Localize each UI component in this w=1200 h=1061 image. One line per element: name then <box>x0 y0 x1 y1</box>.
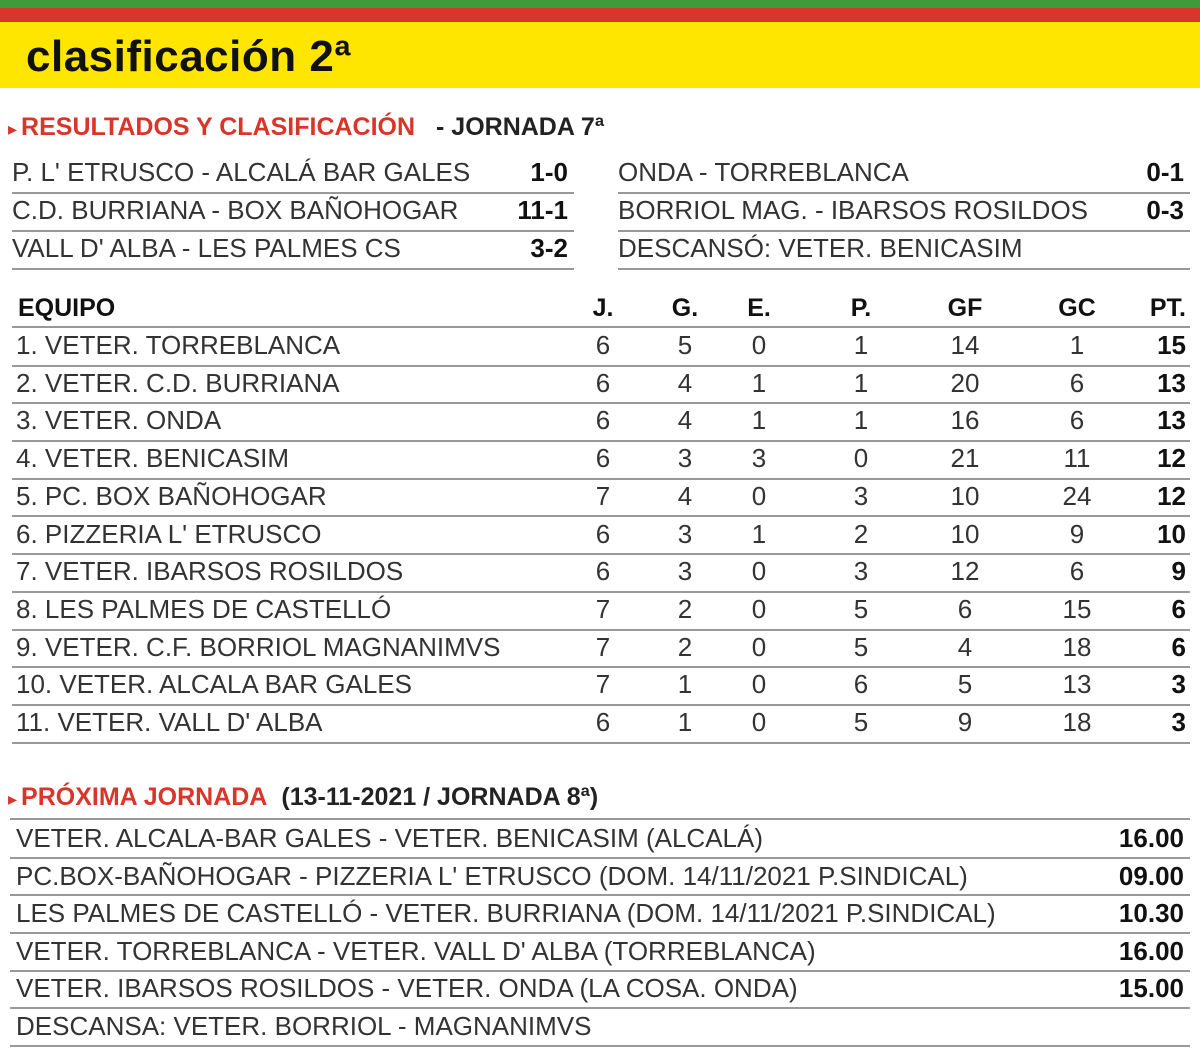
fixture-match: DESCANSA: VETER. BORRIOL - MAGNANIMVS <box>16 1011 592 1041</box>
cell-e: 0 <box>751 707 767 737</box>
cell-gc: 13 <box>1062 669 1092 700</box>
cell-pt: 9 <box>1171 556 1186 587</box>
cell-pt: 15 <box>1157 330 1186 360</box>
cell-g: 4 <box>677 367 693 398</box>
table-row <box>12 553 1190 593</box>
table-row <box>12 516 1190 556</box>
cell-e: 0 <box>751 631 767 662</box>
table-row <box>12 704 1190 744</box>
cell-e: 0 <box>751 480 767 511</box>
cell-pt: 10 <box>1157 518 1186 549</box>
cell-gf: 9 <box>957 707 973 737</box>
fixture-time: 16.00 <box>1118 935 1184 966</box>
cell-p: 1 <box>853 367 869 398</box>
cell-gc: 6 <box>1069 405 1085 436</box>
result-score: 11-1 <box>517 195 568 225</box>
cell-g: 4 <box>677 480 693 511</box>
table-row <box>12 327 1190 367</box>
col-gf-header: GF <box>947 294 983 322</box>
fixture-line <box>10 933 1190 972</box>
result-match: DESCANSÓ: VETER. BENICASIM <box>618 233 1023 263</box>
title-banner <box>0 22 1200 88</box>
cell-pt: 13 <box>1157 367 1186 398</box>
result-line <box>12 192 574 232</box>
cell-j: 7 <box>595 480 611 511</box>
result-line <box>618 154 1190 194</box>
col-p-header: P. <box>850 294 872 322</box>
cell-gf: 20 <box>950 367 980 398</box>
cell-j: 7 <box>595 593 611 624</box>
col-team-header: EQUIPO <box>18 294 116 322</box>
fixture-time: 16.00 <box>1118 823 1184 853</box>
col-gc-header: GC <box>1058 294 1096 322</box>
cell-j: 6 <box>595 330 611 360</box>
fixture-line <box>10 895 1190 934</box>
cell-team: 2. VETER. C.D. BURRIANA <box>16 367 340 398</box>
cell-e: 1 <box>751 518 767 549</box>
cell-pt: 13 <box>1157 405 1186 436</box>
arrow-right-icon: ▸ <box>8 119 18 139</box>
col-g-header: G. <box>671 294 699 322</box>
cell-team: 10. VETER. ALCALA BAR GALES <box>16 669 412 700</box>
cell-pt: 12 <box>1157 480 1186 511</box>
table-row <box>12 402 1190 442</box>
cell-team: 1. VETER. TORREBLANCA <box>16 330 341 360</box>
cell-g: 1 <box>677 707 693 737</box>
fixture-time: 10.30 <box>1118 898 1184 929</box>
cell-p: 5 <box>853 631 869 662</box>
table-row <box>12 591 1190 631</box>
cell-team: 8. LES PALMES DE CASTELLÓ <box>16 593 392 624</box>
cell-e: 3 <box>751 443 767 474</box>
cell-gf: 16 <box>950 405 980 436</box>
top-green-stripe <box>0 0 1200 8</box>
cell-gc: 15 <box>1062 593 1092 624</box>
fixture-line <box>10 970 1190 1009</box>
result-score: 1-0 <box>530 157 568 187</box>
col-pt-header: PT. <box>1149 294 1186 322</box>
cell-j: 6 <box>595 556 611 587</box>
cell-j: 6 <box>595 405 611 436</box>
cell-j: 6 <box>595 443 611 474</box>
cell-gf: 21 <box>950 443 980 474</box>
fixture-time: 15.00 <box>1118 973 1184 1004</box>
cell-gc: 6 <box>1069 367 1085 398</box>
cell-gf: 14 <box>950 330 980 360</box>
fixture-line <box>10 1008 1190 1047</box>
cell-p: 3 <box>853 480 869 511</box>
cell-e: 0 <box>751 556 767 587</box>
table-row <box>12 365 1190 405</box>
result-score: 3-2 <box>530 233 568 263</box>
results-subheading: - JORNADA 7ª <box>436 113 605 141</box>
fixture-match: VETER. TORREBLANCA - VETER. VALL D' ALBA (TORREBLANCA) <box>16 935 816 966</box>
cell-pt: 6 <box>1171 593 1186 624</box>
cell-e: 1 <box>751 367 767 398</box>
cell-g: 4 <box>677 405 693 436</box>
cell-j: 7 <box>595 631 611 662</box>
cell-gc: 6 <box>1069 556 1085 587</box>
next-round-heading <box>8 780 598 814</box>
cell-g: 3 <box>677 518 693 549</box>
result-match: C.D. BURRIANA - BOX BAÑOHOGAR <box>12 195 459 225</box>
cell-e: 0 <box>751 330 767 360</box>
cell-p: 2 <box>853 518 869 549</box>
cell-gf: 5 <box>957 669 973 700</box>
next-round-heading-label: PRÓXIMA JORNADA <box>21 783 267 811</box>
result-line <box>12 154 574 194</box>
results-heading <box>8 110 604 144</box>
next-round-subheading: (13-11-2021 / JORNADA 8ª) <box>281 783 599 811</box>
cell-gc: 18 <box>1062 707 1092 737</box>
fixture-line <box>10 820 1190 859</box>
cell-j: 7 <box>595 669 611 700</box>
cell-j: 6 <box>595 518 611 549</box>
cell-p: 1 <box>853 405 869 436</box>
cell-gc: 11 <box>1063 443 1091 474</box>
fixture-line <box>10 858 1190 897</box>
cell-pt: 3 <box>1171 669 1186 700</box>
cell-e: 0 <box>751 669 767 700</box>
fixture-match: VETER. IBARSOS ROSILDOS - VETER. ONDA (LA COSA. ONDA) <box>16 973 798 1004</box>
cell-pt: 12 <box>1157 443 1186 474</box>
cell-g: 5 <box>677 330 693 360</box>
cell-team: 7. VETER. IBARSOS ROSILDOS <box>16 556 404 587</box>
table-row <box>12 478 1190 518</box>
result-match: VALL D' ALBA - LES PALMES CS <box>12 233 401 263</box>
col-j-header: J. <box>592 294 614 322</box>
cell-gc: 24 <box>1062 480 1092 511</box>
cell-j: 6 <box>595 367 611 398</box>
result-line <box>618 192 1190 232</box>
cell-gf: 10 <box>950 518 980 549</box>
cell-team: 3. VETER. ONDA <box>16 405 222 436</box>
standings-header <box>12 290 1190 328</box>
result-match: ONDA - TORREBLANCA <box>618 157 909 187</box>
page-title: clasificación 2ª <box>26 32 352 81</box>
result-line <box>618 230 1190 270</box>
cell-team: 11. VETER. VALL D' ALBA <box>16 707 323 737</box>
fixture-match: LES PALMES DE CASTELLÓ - VETER. BURRIANA (DOM. 14/11/2021 P.SINDICAL) <box>16 898 996 929</box>
result-match: P. L' ETRUSCO - ALCALÁ BAR GALES <box>12 157 471 187</box>
results-heading-label: RESULTADOS Y CLASIFICACIÓN <box>21 113 416 141</box>
result-score: 0-3 <box>1146 195 1184 225</box>
cell-team: 5. PC. BOX BAÑOHOGAR <box>16 480 327 511</box>
fixture-time: 09.00 <box>1118 860 1184 891</box>
cell-g: 2 <box>677 631 693 662</box>
cell-gf: 4 <box>957 631 973 662</box>
cell-team: 6. PIZZERIA L' ETRUSCO <box>16 518 322 549</box>
table-row <box>12 629 1190 669</box>
cell-team: 9. VETER. C.F. BORRIOL MAGNANIMVS <box>16 631 501 662</box>
cell-p: 3 <box>853 556 869 587</box>
result-line <box>12 230 574 270</box>
cell-e: 0 <box>751 593 767 624</box>
cell-g: 1 <box>677 669 693 700</box>
fixture-match: PC.BOX-BAÑOHOGAR - PIZZERIA L' ETRUSCO (DOM. 14/11/2021 P.SINDICAL) <box>16 860 968 891</box>
cell-j: 6 <box>595 707 611 737</box>
cell-gf: 10 <box>950 480 980 511</box>
top-red-stripe <box>0 8 1200 22</box>
cell-pt: 6 <box>1171 631 1186 662</box>
cell-pt: 3 <box>1171 707 1186 737</box>
cell-team: 4. VETER. BENICASIM <box>16 443 290 474</box>
result-score: 0-1 <box>1146 157 1184 187</box>
cell-gf: 6 <box>957 593 973 624</box>
cell-gc: 1 <box>1069 330 1085 360</box>
cell-p: 5 <box>853 707 869 737</box>
table-row <box>12 666 1190 706</box>
cell-g: 2 <box>677 593 693 624</box>
cell-gc: 18 <box>1062 631 1092 662</box>
cell-gc: 9 <box>1069 518 1085 549</box>
cell-e: 1 <box>751 405 767 436</box>
cell-p: 1 <box>853 330 869 360</box>
cell-g: 3 <box>677 556 693 587</box>
arrow-right-icon: ▸ <box>8 789 18 809</box>
cell-gf: 12 <box>950 556 980 587</box>
result-match: BORRIOL MAG. - IBARSOS ROSILDOS <box>618 195 1089 225</box>
cell-p: 5 <box>853 593 869 624</box>
cell-p: 0 <box>853 443 869 474</box>
fixture-match: VETER. ALCALA-BAR GALES - VETER. BENICASIM (ALCALÁ) <box>16 823 763 853</box>
table-row <box>12 440 1190 480</box>
cell-g: 3 <box>677 443 693 474</box>
cell-p: 6 <box>853 669 869 700</box>
col-e-header: E. <box>747 294 771 322</box>
